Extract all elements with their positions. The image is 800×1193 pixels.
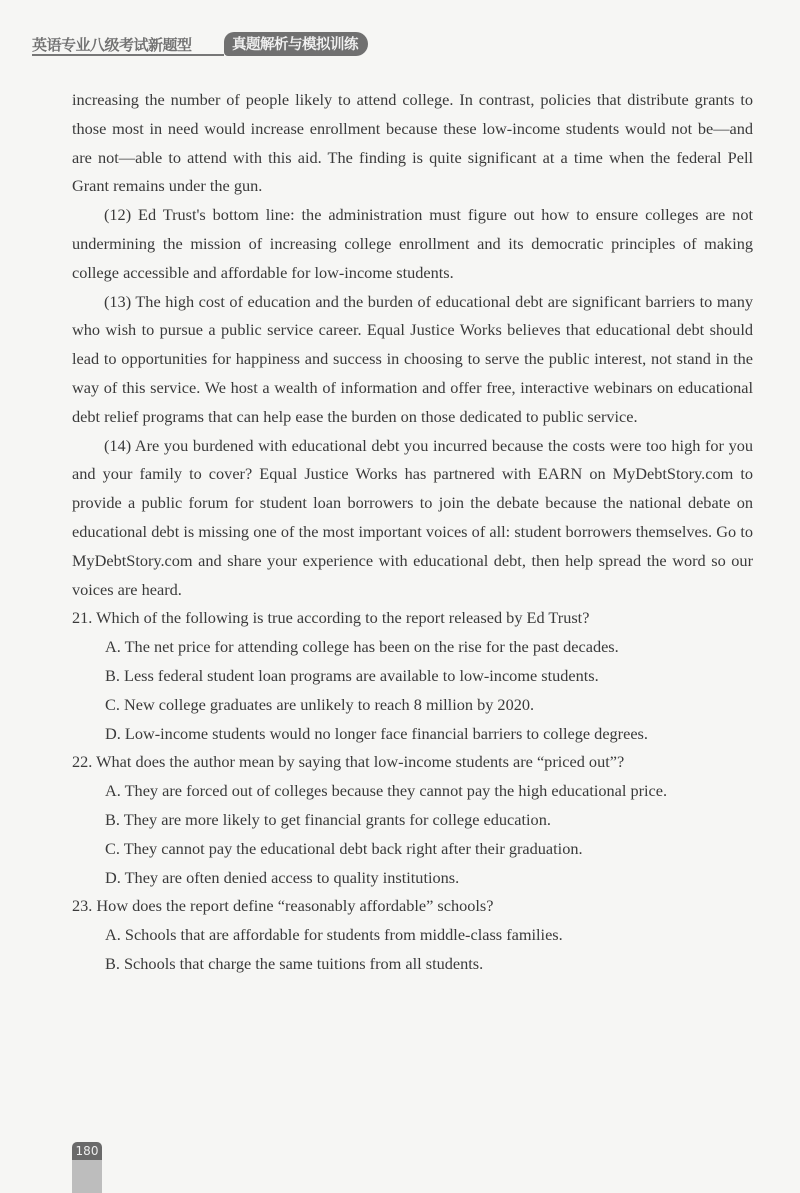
running-header (28, 30, 398, 56)
option: B. Less federal student loan programs are available to low-income students. (105, 665, 599, 685)
series-title: 英语专业八级考试新题型 (32, 36, 192, 54)
page-body (72, 86, 753, 979)
question-22: 22. What does the author mean by saying that low-income students are “priced out”? (72, 752, 625, 772)
page-number: 180 (72, 1142, 102, 1160)
paragraph-14: (14) Are you burdened with educational debt you incurred because the costs were too high for you and your family to cover? Equal Justice Works has partnered with EARN on MyDebtStory.com to provide a public forum for student loan borrowers to join the debate because the national debate on educational debt is missing one of the most important voices of all: student borrowers themselves. Go to MyDebtStory.com and share your experience with educational debt, then help spread the word so our voices are heard. (72, 435, 753, 599)
option: D. They are often denied access to quality institutions. (105, 867, 460, 887)
question-23: 23. How does the report define “reasonably affordable” schools? (72, 896, 494, 916)
page-edge-tab (72, 1160, 102, 1193)
option: B. They are more likely to get financial grants for college education. (105, 809, 551, 829)
option: A. Schools that are affordable for students from middle-class families. (105, 925, 563, 945)
header-rule (32, 54, 224, 56)
option: B. Schools that charge the same tuitions from all students. (105, 953, 484, 973)
paragraph: increasing the number of people likely to attend college. In contrast, policies that distribute grants to those most in need would increase enrollment because these low-income students would not be—and are not—able to attend with this aid. The finding is quite significant at a time when the federal Pell Grant remains under the gun. (72, 90, 753, 196)
option: C. They cannot pay the educational debt back right after their graduation. (105, 838, 583, 858)
option: A. The net price for attending college has been on the rise for the past decades. (105, 637, 619, 657)
question-21: 21. Which of the following is true according to the report released by Ed Trust? (72, 608, 590, 628)
book-subtitle: 真题解析与模拟训练 (224, 32, 368, 56)
option: C. New college graduates are unlikely to reach 8 million by 2020. (105, 694, 535, 714)
paragraph-12: (12) Ed Trust's bottom line: the administration must figure out how to ensure colleges are not undermining the mission of increasing college enrollment and its democratic principles of making college accessible and affordable for low-income students. (72, 205, 753, 282)
option: D. Low-income students would no longer face financial barriers to college degrees. (105, 723, 648, 743)
option: A. They are forced out of colleges because they cannot pay the high educational price. (105, 781, 668, 801)
paragraph-13: (13) The high cost of education and the burden of educational debt are significant barriers to many who wish to pursue a public service career. Equal Justice Works believes that educational debt should lead to opportunities for happiness and success in choosing to serve the public interest, not stand in the way of this service. We host a wealth of information and offer free, interactive webinars on educational debt relief programs that can help ease the burden on those dedicated to public service. (72, 291, 753, 426)
